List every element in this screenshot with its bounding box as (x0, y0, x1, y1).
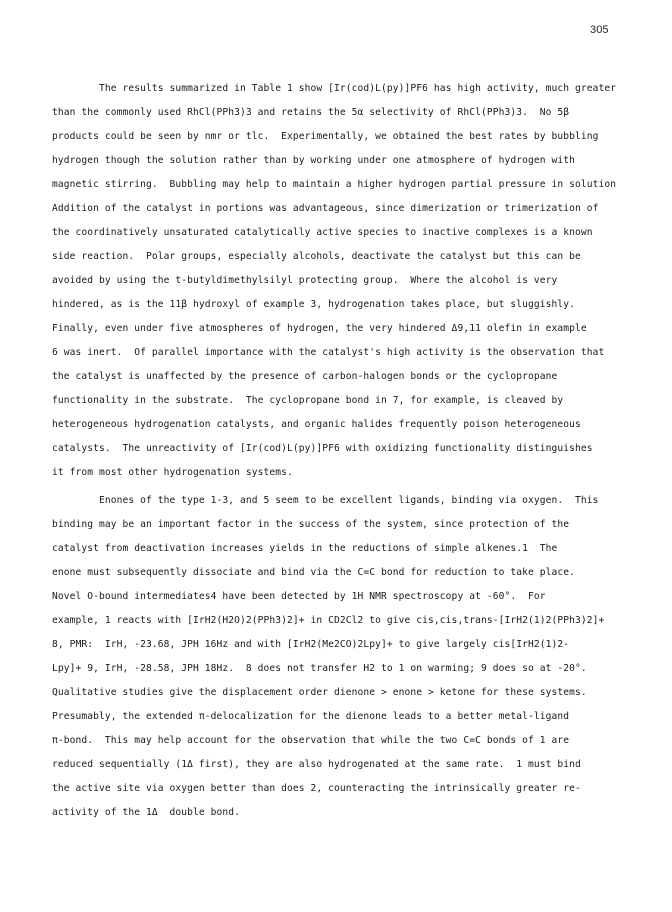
text-line: binding may be an important factor in the success of the system, since protection of the (52, 519, 570, 530)
text-line: it from most other hydrogenation systems. (52, 467, 293, 478)
page-number: 305 (590, 24, 609, 36)
text-line: Qualitative studies give the displacement order dienone > enone > ketone for these systems. (52, 687, 587, 698)
text-line: 6 was inert. Of parallel importance with the catalyst's high activity is the observation that (52, 347, 605, 358)
text-line: enone must subsequently dissociate and bind via the C=C bond for reduction to take place. (52, 567, 575, 578)
text-line: Novel O-bound intermediates4 have been detected by 1H NMR spectroscopy at -60°. For (52, 591, 546, 602)
text-line: Addition of the catalyst in portions was advantageous, since dimerization or trimerization of (52, 203, 599, 214)
text-line: Lpy]+ 9, IrH, -28.58, JPH 18Hz. 8 does not transfer H2 to 1 on warming; 9 does so at -20°. (52, 663, 587, 674)
text-line: The results summarized in Table 1 show [Ir(cod)L(py)]PF6 has high activity, much greater (52, 83, 617, 94)
text-line: π-bond. This may help account for the observation that while the two C=C bonds of 1 are (52, 735, 570, 746)
text-line: 8, PMR: IrH, -23.68, JPH 16Hz and with [IrH2(Me2CO)2Lpy]+ to give largely cis[IrH2(1)2- (52, 639, 570, 650)
text-line: magnetic stirring. Bubbling may help to maintain a higher hydrogen partial pressure in solution (52, 179, 617, 190)
text-line: avoided by using the t-butyldimethylsilyl protecting group. Where the alcohol is very (52, 275, 558, 286)
text-line: products could be seen by nmr or tlc. Experimentally, we obtained the best rates by bubbling (52, 131, 599, 142)
text-line: heterogeneous hydrogenation catalysts, and organic halides frequently poison heterogeneous (52, 419, 581, 430)
text-line: hindered, as is the 11β hydroxyl of example 3, hydrogenation takes place, but sluggishly. (52, 299, 575, 310)
text-line: than the commonly used RhCl(PPh3)3 and retains the 5α selectivity of RhCl(PPh3)3. No 5β (52, 107, 570, 118)
text-line: side reaction. Polar groups, especially alcohols, deactivate the catalyst but this can be (52, 251, 581, 262)
text-line: functionality in the substrate. The cyclopropane bond in 7, for example, is cleaved by (52, 395, 564, 406)
text-line: catalysts. The unreactivity of [Ir(cod)L(py)]PF6 with oxidizing functionality distinguishes (52, 443, 593, 454)
text-line: the coordinatively unsaturated catalytically active species to inactive complexes is a known (52, 227, 593, 238)
text-line: the catalyst is unaffected by the presence of carbon-halogen bonds or the cyclopropane (52, 371, 558, 382)
text-line: example, 1 reacts with [IrH2(H2O)2(PPh3)2]+ in CD2Cl2 to give cis,cis,trans-[IrH2(1)2(PPh3)2]+ (52, 615, 605, 626)
text-line: reduced sequentially (1Δ first), they are also hydrogenated at the same rate. 1 must bind (52, 759, 581, 770)
text-line: hydrogen though the solution rather than by working under one atmosphere of hydrogen with (52, 155, 575, 166)
text-line: catalyst from deactivation increases yields in the reductions of simple alkenes.1 The (52, 543, 558, 554)
text-line: Presumably, the extended π-delocalization for the dienone leads to a better metal-ligand (52, 711, 570, 722)
text-line: the active site via oxygen better than does 2, counteracting the intrinsically greater re- (52, 783, 581, 794)
text-line: Finally, even under five atmospheres of hydrogen, the very hindered Δ9,11 olefin in example (52, 323, 587, 334)
text-line: activity of the 1Δ double bond. (52, 807, 241, 818)
text-line: Enones of the type 1-3, and 5 seem to be excellent ligands, binding via oxygen. This (52, 495, 599, 506)
